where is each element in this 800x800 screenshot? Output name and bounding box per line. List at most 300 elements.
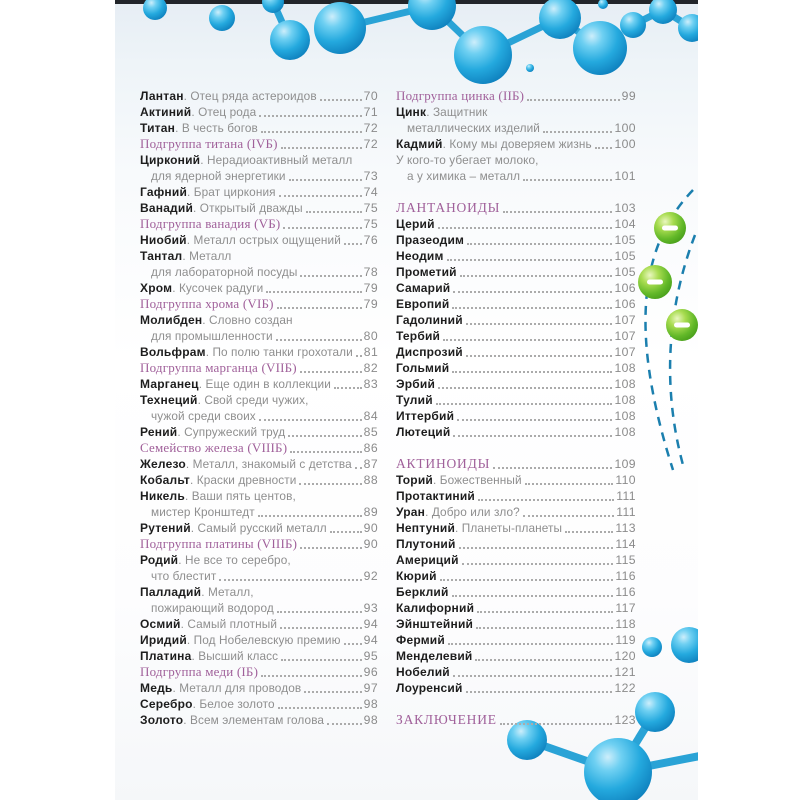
- element-name: Эрбий: [396, 377, 436, 391]
- entry-description: . Под Нобелевскую премию: [186, 633, 341, 647]
- toc-entry-line: [140, 472, 378, 488]
- dot-leader: [356, 355, 362, 357]
- page-number: 87: [363, 457, 378, 471]
- toc-entry-line: [396, 152, 636, 168]
- element-name: Европий: [396, 297, 450, 311]
- entry-description: . Металл острых ощущений: [186, 233, 341, 247]
- toc-entry-line: [140, 568, 378, 584]
- toc-entry-line: [396, 600, 636, 616]
- toc-entry-line: [396, 520, 636, 536]
- page-number: 94: [363, 617, 378, 631]
- entry-description: . Нерадиоактивный металл: [200, 153, 353, 167]
- toc-entry-line: [140, 280, 378, 296]
- dot-leader: [462, 563, 614, 565]
- entry-description: . По полю танки грохотали: [205, 345, 353, 359]
- toc-entry-line: [140, 264, 378, 280]
- toc-column-right: [396, 88, 636, 728]
- page-number: 84: [363, 409, 378, 423]
- entry-description: . Свой среди чужих,: [197, 393, 309, 407]
- dot-leader: [457, 419, 612, 421]
- element-name: Марганец: [140, 377, 199, 391]
- molecule-sphere: [620, 12, 646, 38]
- entry-description: . Самый русский металл: [190, 521, 327, 535]
- entry-description: что блестит: [151, 569, 217, 583]
- page-number: 108: [614, 393, 636, 407]
- dot-leader: [543, 131, 612, 133]
- dot-leader: [525, 483, 614, 485]
- section-title: АКТИНОИДЫ: [396, 456, 491, 471]
- toc-entry-line: [140, 712, 378, 728]
- subgroup-title: Семейство железа (VIIIБ): [140, 440, 288, 455]
- page-number: 121: [614, 665, 636, 679]
- toc-entry-line: [140, 120, 378, 136]
- toc-section-heading: [396, 456, 636, 472]
- molecule-sphere: [526, 64, 534, 72]
- molecule-sphere: [454, 26, 512, 84]
- page-number: 71: [363, 105, 378, 119]
- dot-leader: [219, 579, 361, 581]
- book-page: [115, 0, 698, 800]
- page-number: 110: [615, 473, 636, 487]
- toc-gap: [396, 440, 636, 456]
- element-name: Калифорний: [396, 601, 475, 615]
- page-number: 100: [614, 121, 636, 135]
- minus-icon: [674, 323, 690, 328]
- toc-entry-line: [396, 168, 636, 184]
- page-number: 111: [616, 505, 636, 519]
- dot-leader: [289, 179, 362, 181]
- molecule-sphere: [635, 692, 675, 732]
- element-name: Эйнштейний: [396, 617, 474, 631]
- page-number: 103: [614, 201, 636, 215]
- toc-section-heading: [396, 200, 636, 216]
- element-name: Неодим: [396, 249, 444, 263]
- dot-leader: [459, 547, 614, 549]
- toc-entry-line: [140, 648, 378, 664]
- dot-leader: [440, 579, 614, 581]
- element-name: Плутоний: [396, 537, 456, 551]
- entry-description: . Белое золото: [192, 697, 275, 711]
- subgroup-title: Подгруппа меди (IБ): [140, 664, 259, 679]
- element-name: Гадолиний: [396, 313, 463, 327]
- element-name: Кобальт: [140, 473, 190, 487]
- toc-entry-line: [140, 584, 378, 600]
- dot-leader: [453, 675, 613, 677]
- dot-leader: [476, 627, 613, 629]
- element-name: Рений: [140, 425, 178, 439]
- toc-gap: [396, 696, 636, 712]
- dot-leader: [283, 227, 361, 229]
- element-name: Берклий: [396, 585, 449, 599]
- dot-leader: [276, 339, 362, 341]
- toc-entry-line: [396, 360, 636, 376]
- dot-leader: [460, 275, 613, 277]
- dot-leader: [279, 195, 362, 197]
- element-name: Родий: [140, 553, 179, 567]
- dot-leader: [280, 627, 362, 629]
- page-number: 111: [616, 489, 636, 503]
- orbit-path: [670, 235, 695, 465]
- dot-leader: [500, 723, 613, 725]
- molecule-spheres: [143, 0, 698, 84]
- toc-entry-line: [396, 568, 636, 584]
- page-number: 100: [614, 137, 636, 151]
- element-name: Кадмий: [396, 137, 443, 151]
- entry-description: . Кусочек радуги: [172, 281, 264, 295]
- page-number: 94: [363, 633, 378, 647]
- entry-description: . Словно создан: [202, 313, 293, 327]
- molecule-sphere: [143, 0, 167, 20]
- molecule-sphere: [642, 637, 662, 657]
- entry-description: для ядерной энергетики: [151, 169, 286, 183]
- entry-description: . В честь богов: [175, 121, 258, 135]
- entry-description: . Не все то серебро,: [178, 553, 291, 567]
- page-number: 95: [363, 649, 378, 663]
- dot-leader: [475, 659, 612, 661]
- dot-leader: [261, 131, 362, 133]
- element-name: Лоуренсий: [396, 681, 463, 695]
- page-number: 80: [363, 329, 378, 343]
- subgroup-title: Подгруппа марганца (VIIБ): [140, 360, 297, 375]
- toc-entry-line: [396, 232, 636, 248]
- dot-leader: [306, 211, 362, 213]
- toc-entry-line: [396, 376, 636, 392]
- dot-leader: [259, 115, 361, 117]
- dot-leader: [300, 371, 362, 373]
- section-title: ЗАКЛЮЧЕНИЕ: [396, 712, 497, 727]
- entry-description: . Металл, знакомый с детства: [185, 457, 352, 471]
- entry-description: . Кому мы доверяем жизнь: [442, 137, 592, 151]
- page-number: 104: [614, 217, 636, 231]
- toc-entry-line: [140, 456, 378, 472]
- entry-description: для лабораторной посуды: [151, 265, 298, 279]
- entry-description: . Добро или зло?: [425, 505, 520, 519]
- dot-leader: [327, 723, 362, 725]
- element-name: Технеций: [140, 393, 198, 407]
- page-number: 106: [614, 281, 636, 295]
- dot-leader: [290, 451, 361, 453]
- toc-entry-line: [140, 696, 378, 712]
- minus-icon: [647, 280, 663, 285]
- toc-entry-line: [396, 680, 636, 696]
- toc-entry-line: [396, 328, 636, 344]
- element-name: Гафний: [140, 185, 188, 199]
- element-name: Хром: [140, 281, 173, 295]
- page-number: 83: [363, 377, 378, 391]
- element-name: Золото: [140, 713, 184, 727]
- dot-leader: [261, 675, 362, 677]
- entry-description: . Отец ряда астероидов: [183, 89, 317, 103]
- page-number: 107: [614, 345, 636, 359]
- element-name: Вольфрам: [140, 345, 206, 359]
- molecule-decoration-top: [115, 0, 698, 100]
- subgroup-title: Подгруппа платины (VIIIБ): [140, 536, 298, 551]
- element-name: Америций: [396, 553, 459, 567]
- element-name: Нептуний: [396, 521, 456, 535]
- element-name: Железо: [140, 457, 186, 471]
- element-name: Самарий: [396, 281, 451, 295]
- toc-entry-line: [396, 472, 636, 488]
- toc-entry-line: [140, 104, 378, 120]
- toc-entry-line: [140, 88, 378, 104]
- molecule-sphere: [649, 0, 677, 24]
- entry-description: металлических изделий: [407, 121, 540, 135]
- page-number: 120: [614, 649, 636, 663]
- element-name: Ниобий: [140, 233, 187, 247]
- dot-leader: [278, 707, 362, 709]
- page-number: 96: [363, 665, 378, 679]
- toc-entry-line: [396, 536, 636, 552]
- toc-entry-line: [140, 408, 378, 424]
- page-number: 123: [614, 713, 636, 727]
- page-number: 81: [363, 345, 379, 359]
- element-name: Лютеций: [396, 425, 451, 439]
- page-number: 98: [363, 697, 378, 711]
- toc-entry-line: [140, 200, 378, 216]
- page-number: 99: [621, 89, 636, 103]
- toc-entry-line: [140, 520, 378, 536]
- element-name: Уран: [396, 505, 426, 519]
- molecule-sphere: [209, 5, 235, 31]
- dot-leader: [266, 291, 361, 293]
- toc-entry-line: [140, 248, 378, 264]
- element-name: Никель: [140, 489, 185, 503]
- entry-description: . Высший класс: [191, 649, 279, 663]
- toc-entry-line: [140, 152, 378, 168]
- toc-entry-line: [140, 392, 378, 408]
- element-name: Цинк: [396, 105, 427, 119]
- toc-entry-line: [396, 664, 636, 680]
- subgroup-title: Подгруппа цинка (IIБ): [396, 88, 525, 103]
- dot-leader: [477, 611, 613, 613]
- element-name: Лантан: [140, 89, 184, 103]
- toc-entry-line: [140, 376, 378, 392]
- dot-leader: [258, 515, 362, 517]
- toc-entry-line: [396, 312, 636, 328]
- dot-leader: [595, 147, 613, 149]
- entry-description: . Защитник: [426, 105, 488, 119]
- toc-entry-line: [396, 584, 636, 600]
- molecule-sphere: [314, 2, 366, 54]
- toc-entry-line: [140, 312, 378, 328]
- dot-leader: [330, 531, 362, 533]
- toc-subgroup-heading: [140, 440, 378, 456]
- toc-gap: [396, 184, 636, 200]
- minus-icon: [662, 226, 678, 231]
- page-number: 105: [614, 249, 636, 263]
- dot-leader: [277, 611, 362, 613]
- toc-entry-line: [140, 616, 378, 632]
- page-number: 76: [363, 233, 378, 247]
- toc-subgroup-heading: [396, 88, 636, 104]
- page-number: 75: [363, 201, 378, 215]
- page-number: 92: [363, 569, 378, 583]
- toc-entry-line: [396, 392, 636, 408]
- toc-entry-line: [396, 616, 636, 632]
- dot-leader: [452, 371, 612, 373]
- toc-entry-line: [140, 600, 378, 616]
- dot-leader: [503, 211, 612, 213]
- page-number: 101: [614, 169, 636, 183]
- page-number: 114: [615, 537, 636, 551]
- entry-description: У кого-то убегает молоко,: [396, 153, 539, 167]
- entry-description: . Открытый дважды: [193, 201, 303, 215]
- entry-description: . Божественный: [433, 473, 522, 487]
- page-number: 88: [363, 473, 378, 487]
- toc-entry-line: [396, 488, 636, 504]
- element-name: Иридий: [140, 633, 187, 647]
- element-name: Празеодим: [396, 233, 465, 247]
- page-number: 90: [363, 521, 378, 535]
- subgroup-title: Подгруппа титана (IVБ): [140, 136, 278, 151]
- toc-entry-line: [396, 216, 636, 232]
- entry-description: . Супружеский труд: [177, 425, 286, 439]
- element-name: Тербий: [396, 329, 441, 343]
- element-name: Фермий: [396, 633, 445, 647]
- molecule-sphere: [573, 21, 627, 75]
- page-number: 98: [363, 713, 378, 727]
- element-name: Цирконий: [140, 153, 201, 167]
- entry-description: . Отец рода: [191, 105, 257, 119]
- subgroup-title: Подгруппа хрома (VIБ): [140, 296, 274, 311]
- page-number: 113: [615, 521, 636, 535]
- dot-leader: [453, 291, 612, 293]
- electrons: [638, 212, 698, 341]
- molecule-sphere: [270, 20, 310, 60]
- entry-description: . Металл,: [201, 585, 254, 599]
- dot-leader: [565, 531, 613, 533]
- molecule-sphere: [584, 738, 652, 800]
- element-name: Медь: [140, 681, 173, 695]
- element-name: Осмий: [140, 617, 181, 631]
- page-number: 82: [363, 361, 378, 375]
- toc-entry-line: [140, 488, 378, 504]
- element-name: Гольмий: [396, 361, 450, 375]
- toc-entry-line: [396, 120, 636, 136]
- page-number: 107: [614, 329, 636, 343]
- dot-leader: [277, 307, 362, 309]
- element-name: Иттербий: [396, 409, 455, 423]
- entry-description: . Планеты-планеты: [455, 521, 563, 535]
- dot-leader: [334, 387, 362, 389]
- molecule-sphere: [598, 0, 608, 9]
- dot-leader: [452, 307, 612, 309]
- toc-entry-line: [396, 504, 636, 520]
- element-name: Тантал: [140, 249, 183, 263]
- dot-leader: [527, 99, 619, 101]
- page-number: 108: [614, 377, 636, 391]
- element-name: Молибден: [140, 313, 203, 327]
- toc-entry-line: [396, 648, 636, 664]
- page-number: 119: [615, 633, 636, 647]
- entry-description: . Металл для проводов: [172, 681, 302, 695]
- toc-section-heading: [396, 712, 636, 728]
- page-number: 86: [363, 441, 378, 455]
- page-number: 72: [363, 121, 378, 135]
- dot-leader: [259, 419, 362, 421]
- entry-description: . Всем элементам голова: [183, 713, 325, 727]
- toc-entry-line: [396, 136, 636, 152]
- element-name: Ванадий: [140, 201, 194, 215]
- toc-entry-line: [396, 280, 636, 296]
- dot-leader: [466, 355, 613, 357]
- dot-leader: [438, 387, 612, 389]
- toc-subgroup-heading: [140, 296, 378, 312]
- entry-description: . Самый плотный: [180, 617, 278, 631]
- toc-subgroup-heading: [140, 664, 378, 680]
- page-number: 117: [615, 601, 636, 615]
- toc-subgroup-heading: [140, 136, 378, 152]
- entry-description: . Краски древности: [189, 473, 297, 487]
- dot-leader: [523, 179, 612, 181]
- page-number: 73: [363, 169, 378, 183]
- toc-subgroup-heading: [140, 216, 378, 232]
- element-name: Платина: [140, 649, 192, 663]
- molecule-sphere: [671, 627, 698, 663]
- element-name: Менделевий: [396, 649, 473, 663]
- dot-leader: [355, 467, 362, 469]
- toc-entry-line: [140, 184, 378, 200]
- page-number: 79: [363, 281, 378, 295]
- element-name: Тулий: [396, 393, 433, 407]
- entry-description: чужой среди своих: [151, 409, 256, 423]
- entry-description: . Металл: [182, 249, 232, 263]
- entry-description: . Брат циркония: [187, 185, 276, 199]
- element-name: Торий: [396, 473, 433, 487]
- toc-entry-line: [396, 424, 636, 440]
- entry-description: . Еще один в коллекции: [198, 377, 331, 391]
- dot-leader: [281, 147, 362, 149]
- dot-leader: [478, 499, 614, 501]
- page-number: 89: [363, 505, 378, 519]
- element-name: Диспрозий: [396, 345, 463, 359]
- entry-description: а у химика – металл: [407, 169, 521, 183]
- page-number: 122: [614, 681, 636, 695]
- toc-subgroup-heading: [140, 536, 378, 552]
- element-name: Церий: [396, 217, 435, 231]
- toc-entry-line: [396, 408, 636, 424]
- entry-description: . Ваши пять центов,: [184, 489, 296, 503]
- page-number: 93: [363, 601, 378, 615]
- dot-leader: [447, 259, 613, 261]
- toc-subgroup-heading: [140, 360, 378, 376]
- element-name: Актиний: [140, 105, 192, 119]
- dot-leader: [448, 643, 613, 645]
- page-number: 97: [363, 681, 378, 695]
- entry-description: для промышленности: [151, 329, 273, 343]
- dot-leader: [467, 243, 612, 245]
- dot-leader: [493, 467, 612, 469]
- element-name: Протактиний: [396, 489, 475, 503]
- page-number: 74: [363, 185, 378, 199]
- element-name: Палладий: [140, 585, 202, 599]
- page-number: 108: [614, 409, 636, 423]
- toc-entry-line: [140, 680, 378, 696]
- page-number: 118: [615, 617, 636, 631]
- dot-leader: [288, 435, 361, 437]
- subgroup-title: Подгруппа ванадия (VБ): [140, 216, 281, 231]
- page-number: 109: [614, 457, 636, 471]
- toc-entry-line: [396, 104, 636, 120]
- toc-entry-line: [140, 328, 378, 344]
- toc-entry-line: [140, 424, 378, 440]
- page-number: 79: [363, 297, 378, 311]
- dot-leader: [299, 483, 361, 485]
- element-name: Рутений: [140, 521, 191, 535]
- section-title: ЛАНТАНОИДЫ: [396, 200, 501, 215]
- dot-leader: [466, 323, 613, 325]
- toc-entry-line: [140, 232, 378, 248]
